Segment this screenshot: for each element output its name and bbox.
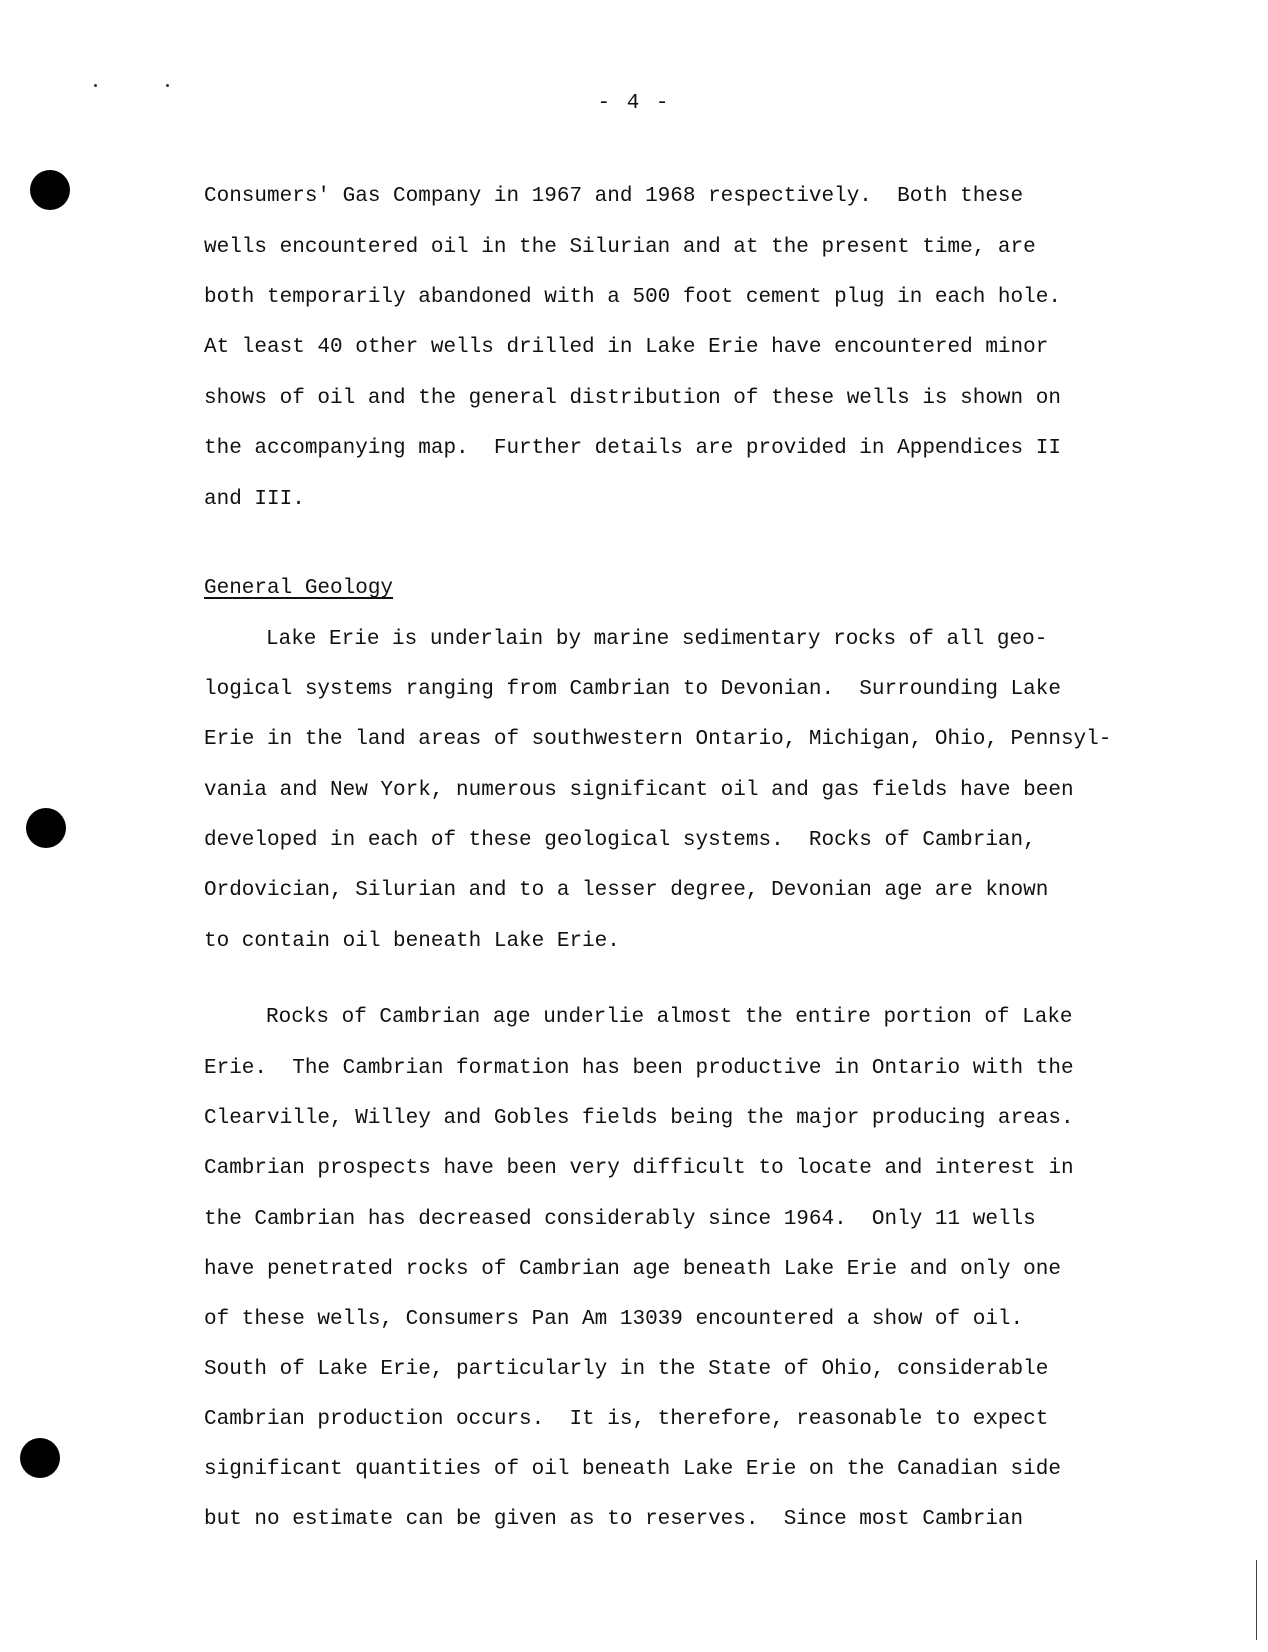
text-line: Rocks of Cambrian age underlie almost the entire portion of Lake <box>266 1006 1073 1029</box>
text-line: wells encountered oil in the Silurian and at the present time, are <box>204 236 1036 259</box>
punch-hole-bottom <box>20 1438 60 1478</box>
text-line: of these wells, Consumers Pan Am 13039 encountered a show of oil. <box>204 1308 1024 1331</box>
text-line: Lake Erie is underlain by marine sedimentary rocks of all geo- <box>266 628 1048 651</box>
text-line: to contain oil beneath Lake Erie. <box>204 930 620 953</box>
text-line: South of Lake Erie, particularly in the State of Ohio, considerable <box>204 1358 1049 1381</box>
scan-speck <box>94 84 97 87</box>
text-line: Ordovician, Silurian and to a lesser degree, Devonian age are known <box>204 879 1049 902</box>
punch-hole-top <box>30 170 70 210</box>
text-line: Cambrian production occurs. It is, therefore, reasonable to expect <box>204 1408 1049 1431</box>
section-heading: General Geology <box>204 577 394 600</box>
text-line: both temporarily abandoned with a 500 foot cement plug in each hole. <box>204 286 1061 309</box>
text-line: significant quantities of oil beneath Lake Erie on the Canadian side <box>204 1458 1061 1481</box>
text-line: and III. <box>204 488 305 511</box>
page-number: - 4 - <box>597 92 671 115</box>
text-line: developed in each of these geological systems. Rocks of Cambrian, <box>204 829 1036 852</box>
text-line: Erie. The Cambrian formation has been productive in Ontario with the <box>204 1057 1074 1080</box>
text-line: the Cambrian has decreased considerably since 1964. Only 11 wells <box>204 1208 1036 1231</box>
scan-speck <box>166 84 169 87</box>
text-line: At least 40 other wells drilled in Lake Erie have encountered minor <box>204 336 1049 359</box>
text-line: Clearville, Willey and Gobles fields being the major producing areas. <box>204 1107 1074 1130</box>
punch-hole-middle <box>26 808 66 848</box>
text-line: but no estimate can be given as to reserves. Since most Cambrian <box>204 1508 1024 1531</box>
text-line: logical systems ranging from Cambrian to Devonian. Surrounding Lake <box>204 678 1061 701</box>
text-line: shows of oil and the general distribution of these wells is shown on <box>204 387 1061 410</box>
text-line: the accompanying map. Further details are provided in Appendices II <box>204 437 1061 460</box>
text-line: have penetrated rocks of Cambrian age beneath Lake Erie and only one <box>204 1258 1061 1281</box>
text-line: vania and New York, numerous significant oil and gas fields have been <box>204 779 1074 802</box>
scan-edge-mark <box>1256 1560 1257 1640</box>
text-line: Cambrian prospects have been very difficult to locate and interest in <box>204 1157 1074 1180</box>
text-line: Consumers' Gas Company in 1967 and 1968 respectively. Both these <box>204 185 1024 208</box>
text-line: Erie in the land areas of southwestern Ontario, Michigan, Ohio, Pennsyl- <box>204 728 1112 751</box>
